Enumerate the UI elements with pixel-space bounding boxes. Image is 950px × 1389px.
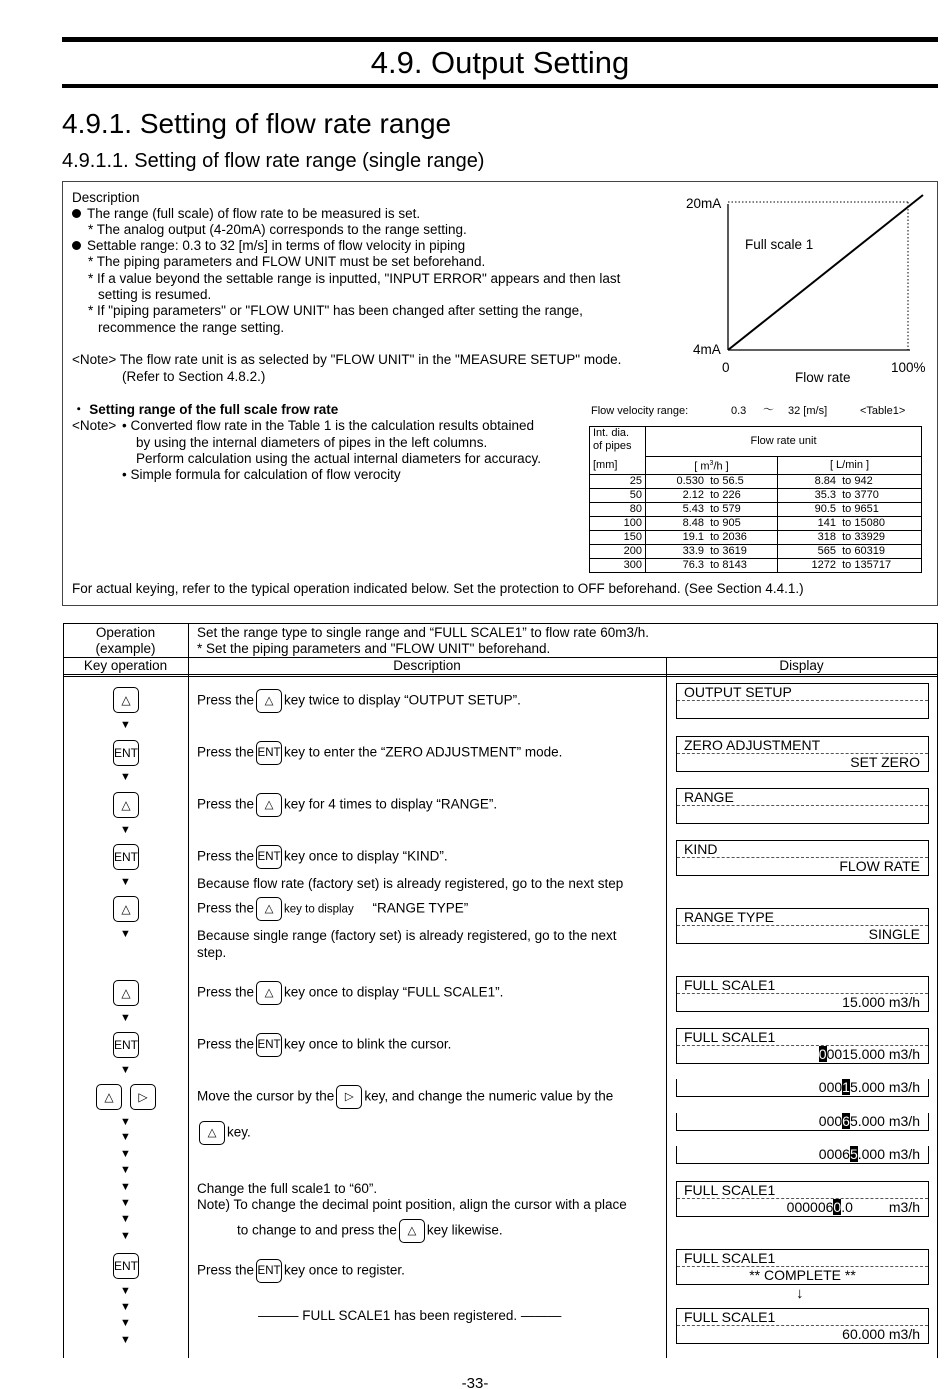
arrow-down-icon: ▼ — [120, 1197, 131, 1209]
display-range: RANGE — [676, 788, 929, 824]
ent-key-icon: ENT — [256, 1259, 282, 1283]
display-edit-1: 00015.000 m3/h — [676, 1079, 929, 1097]
page-number: -33- — [461, 1375, 489, 1389]
arrow-down-icon: ▼ — [120, 1012, 131, 1024]
section-title: 4.9. Output Setting — [370, 45, 630, 80]
pipe-diameter-cell: 50 — [590, 488, 646, 502]
note-2-label: <Note> — [72, 418, 117, 433]
ent-key-icon[interactable]: ENT — [113, 740, 139, 766]
desc-footer: For actual keying, refer to the typical operation indicated below. Set the protection to OFF beforehand. (See Section 4.4.1.) — [72, 581, 804, 596]
display-full-scale-cursor: FULL SCALE1 00015.000 m3/h — [676, 1028, 929, 1064]
up-key-icon: △ — [256, 981, 282, 1005]
pipe-diameter-cell: 80 — [590, 502, 646, 516]
up-key-icon[interactable]: △ — [113, 980, 139, 1006]
step-3-desc: Press the △ key for 4 times to display “RANGE”. — [197, 793, 497, 817]
arrow-down-icon: ▼ — [120, 1213, 131, 1225]
step-8-desc-2: △ key. — [197, 1121, 251, 1145]
range-table-row — [590, 516, 922, 530]
pipe-diameter-cell: 100 — [590, 516, 646, 530]
arrow-down-icon: ▼ — [120, 1131, 131, 1143]
up-key-icon: △ — [199, 1121, 225, 1145]
arrow-down-icon: ▼ — [120, 1230, 131, 1242]
lmin-range-cell: 1272 to 135717 — [778, 558, 922, 572]
pipe-diameter-cell: 150 — [590, 530, 646, 544]
th-lmin: [ L/min ] — [778, 457, 922, 475]
graph-y-top: 20mA — [686, 196, 722, 211]
display-full-scale-60-edit: FULL SCALE1 0000060.0 m3/h — [676, 1181, 929, 1217]
table-caption-tag: <Table1> — [860, 405, 906, 417]
desc-line-2: * The analog output (4-20mA) corresponds to the range setting. — [88, 222, 467, 237]
up-key-icon: △ — [256, 897, 282, 921]
up-key-icon: △ — [399, 1219, 425, 1243]
arrow-down-icon: ▼ — [120, 1301, 131, 1313]
ent-key-icon[interactable]: ENT — [113, 1032, 139, 1058]
m3h-range-cell: 2.12 to 226 — [646, 488, 778, 502]
arrow-down-icon: ▼ — [120, 1164, 131, 1176]
desc-line-8: recommence the range setting. — [98, 320, 285, 335]
arrow-down-icon: ▼ — [120, 1116, 131, 1128]
th-unit: Flow rate unit — [646, 427, 922, 457]
arrow-down-icon: ▼ — [120, 1181, 131, 1193]
note-1: <Note> The flow rate unit is as selected by "FLOW UNIT" in the "MEASURE SETUP" mode. — [72, 352, 622, 367]
col-divider-right — [937, 623, 938, 1358]
up-key-icon[interactable]: △ — [113, 687, 139, 713]
up-key-icon[interactable]: △ — [113, 896, 139, 922]
m3h-range-cell: 0.530 to 56.5 — [646, 474, 778, 488]
step-7-desc: Press the ENT key once to blink the cursor. — [197, 1033, 451, 1057]
op-label-1: Operation — [95, 625, 156, 640]
arrow-down-icon: ▼ — [120, 1334, 131, 1346]
table-caption-sep: ～ — [763, 404, 774, 416]
graph-x-label: Flow rate — [795, 370, 851, 385]
display-edit-2: 00065.000 m3/h — [676, 1113, 929, 1131]
arrow-down-icon: ▼ — [120, 928, 131, 940]
range-table-row — [590, 544, 922, 558]
col-desc-header: Description — [393, 658, 461, 673]
display-output-setup: OUTPUT SETUP — [676, 683, 929, 719]
flow-range-table — [589, 426, 922, 573]
ent-key-icon: ENT — [256, 845, 282, 869]
note-2-line-4: • Simple formula for calculation of flow verocity — [122, 467, 401, 482]
desc-line-4: * The piping parameters and FLOW UNIT must be set beforehand. — [88, 254, 486, 269]
step-9-line-3: to change to and press the △ key likewise. — [237, 1219, 503, 1243]
arrow-down-icon: ▼ — [120, 1317, 131, 1329]
right-key-icon: ▷ — [336, 1085, 362, 1109]
note-2-line-1: • Converted flow rate in the Table 1 is the calculation results obtained — [122, 418, 534, 433]
arrow-down-icon: ▼ — [120, 876, 131, 888]
desc-line-3: Settable range: 0.3 to 32 [m/s] in terms of flow velocity in piping — [72, 238, 465, 254]
col-divider-1 — [188, 623, 189, 1358]
pipe-diameter-cell: 200 — [590, 544, 646, 558]
up-key-icon: △ — [256, 793, 282, 817]
up-key-icon[interactable]: △ — [113, 792, 139, 818]
m3h-range-cell: 8.48 to 905 — [646, 516, 778, 530]
pipe-diameter-cell: 300 — [590, 558, 646, 572]
display-full-scale-60: FULL SCALE1 60.000 m3/h — [676, 1308, 929, 1344]
step-9-line-1: Change the full scale1 to “60”. — [197, 1181, 378, 1196]
step-5-extra-2: step. — [197, 945, 227, 960]
display-zero-adjustment: ZERO ADJUSTMENT SET ZERO — [676, 736, 929, 772]
row-divider-3 — [63, 676, 938, 677]
display-range-type: RANGE TYPE SINGLE — [676, 908, 929, 944]
subsubsection-title: 4.9.1.1. Setting of flow rate range (single range) — [62, 150, 485, 172]
range-table-row — [590, 488, 922, 502]
arrow-down-icon: ▼ — [120, 771, 131, 783]
step-8-desc: Move the cursor by the ▷ key, and change the numeric value by the — [197, 1085, 613, 1109]
step-5-extra-1: Because single range (factory set) is already registered, go to the next — [197, 928, 617, 943]
table-caption-left: Flow velocity range: — [591, 405, 689, 417]
title-underline — [62, 84, 938, 88]
lmin-range-cell: 8.84 to 942 — [778, 474, 922, 488]
ent-key-icon: ENT — [256, 1033, 282, 1057]
m3h-range-cell: 76.3 to 8143 — [646, 558, 778, 572]
ent-key-icon[interactable]: ENT — [113, 1253, 139, 1279]
range-table-row — [590, 474, 922, 488]
up-key-icon[interactable]: △ — [96, 1084, 122, 1110]
arrow-down-icon: ▼ — [120, 1148, 131, 1160]
arrow-down-icon: ▼ — [120, 719, 131, 731]
graph-x-left: 0 — [722, 360, 730, 375]
m3h-range-cell: 19.1 to 2036 — [646, 530, 778, 544]
note-1b: (Refer to Section 4.8.2.) — [122, 369, 266, 384]
setting-title: ・ Setting range of the full scale frow rate — [72, 402, 339, 417]
note-2-line-2: by using the internal diameters of pipes in the left columns. — [136, 435, 488, 450]
top-rule — [62, 37, 938, 42]
col-divider-2 — [666, 657, 667, 1358]
col-disp-header: Display — [779, 658, 824, 673]
graph-x-right: 100% — [891, 360, 926, 375]
graph-line-label: Full scale 1 — [745, 237, 814, 252]
th-dia-mm: [mm] — [590, 457, 646, 475]
down-arrow-icon: ↓ — [796, 1285, 804, 1302]
step-6-desc: Press the △ key once to display “FULL SCALE1”. — [197, 981, 503, 1005]
arrow-down-icon: ▼ — [120, 824, 131, 836]
step-9-line-2: Note) To change the decimal point position, align the cursor with a place — [197, 1197, 627, 1212]
table-caption-min: 0.3 — [731, 405, 747, 417]
bullet-icon — [72, 209, 81, 218]
lmin-range-cell: 318 to 33929 — [778, 530, 922, 544]
step-1-desc: Press the △ key twice to display “OUTPUT SETUP”. — [197, 689, 521, 713]
display-full-scale-15: FULL SCALE1 15.000 m3/h — [676, 976, 929, 1012]
subsection-title: 4.9.1. Setting of flow rate range — [62, 108, 452, 139]
lmin-range-cell: 90.5 to 9651 — [778, 502, 922, 516]
bullet-icon — [72, 241, 81, 250]
op-label-2: (example) — [95, 641, 156, 656]
table-caption-max: 32 [m/s] — [788, 405, 828, 417]
description-label: Description — [72, 190, 140, 205]
up-key-icon: △ — [256, 689, 282, 713]
range-table-row — [590, 530, 922, 544]
th-m3h: [ $m^3/h$ ] — [646, 457, 778, 475]
display-kind: KIND FLOW RATE — [676, 840, 929, 876]
step-10-desc: Press the ENT key once to register. — [197, 1259, 405, 1283]
range-table-row — [590, 502, 922, 516]
desc-line-7: * If "piping parameters" or "FLOW UNIT" has been changed after setting the range, — [88, 303, 583, 318]
note-2-line-3: Perform calculation using the actual internal diameters for accuracy. — [136, 451, 541, 466]
arrow-down-icon: ▼ — [120, 1285, 131, 1297]
graph-y-bottom: 4mA — [693, 342, 721, 357]
pipe-diameter-cell: 25 — [590, 474, 646, 488]
lmin-range-cell: 141 to 15080 — [778, 516, 922, 530]
col-key-header: Key operation — [83, 658, 168, 673]
desc-line-5: * If a value beyond the settable range is inputted, "INPUT ERROR" appears and then last — [88, 271, 621, 286]
ent-key-icon: ENT — [256, 741, 282, 765]
desc-line-1: The range (full scale) of flow rate to be measured is set. — [72, 206, 420, 222]
op-text-2: * Set the piping parameters and "FLOW UNIT" beforehand. — [197, 641, 551, 656]
row-divider-2 — [63, 674, 938, 675]
step-2-desc: Press the ENT key to enter the “ZERO ADJUSTMENT” mode. — [197, 741, 562, 765]
arrow-down-icon: ▼ — [120, 1064, 131, 1076]
step-4-desc: Press the ENT key once to display “KIND”. — [197, 845, 448, 869]
op-text-1: Set the range type to single range and “FULL SCALE1” to flow rate 60m3/h. — [197, 625, 650, 640]
display-edit-3: 00065.000 m3/h — [676, 1146, 929, 1164]
lmin-range-cell: 35.3 to 3770 — [778, 488, 922, 502]
step-11-desc: ——— FULL SCALE1 has been registered. ——— — [258, 1308, 562, 1323]
th-dia: Int. dia. of pipes — [590, 427, 646, 457]
m3h-range-cell: 33.9 to 3619 — [646, 544, 778, 558]
step-4-extra: Because flow rate (factory set) is already registered, go to the next step — [197, 876, 624, 891]
step-5-desc: Press the △ key to display “RANGE TYPE” — [197, 897, 468, 921]
lmin-range-cell: 565 to 60319 — [778, 544, 922, 558]
right-key-icon[interactable]: ▷ — [130, 1084, 156, 1110]
m3h-range-cell: 5.43 to 579 — [646, 502, 778, 516]
desc-line-6: setting is resumed. — [98, 287, 212, 302]
display-complete: FULL SCALE1 ** COMPLETE ** — [676, 1249, 929, 1285]
ent-key-icon[interactable]: ENT — [113, 844, 139, 870]
range-table-row — [590, 558, 922, 572]
